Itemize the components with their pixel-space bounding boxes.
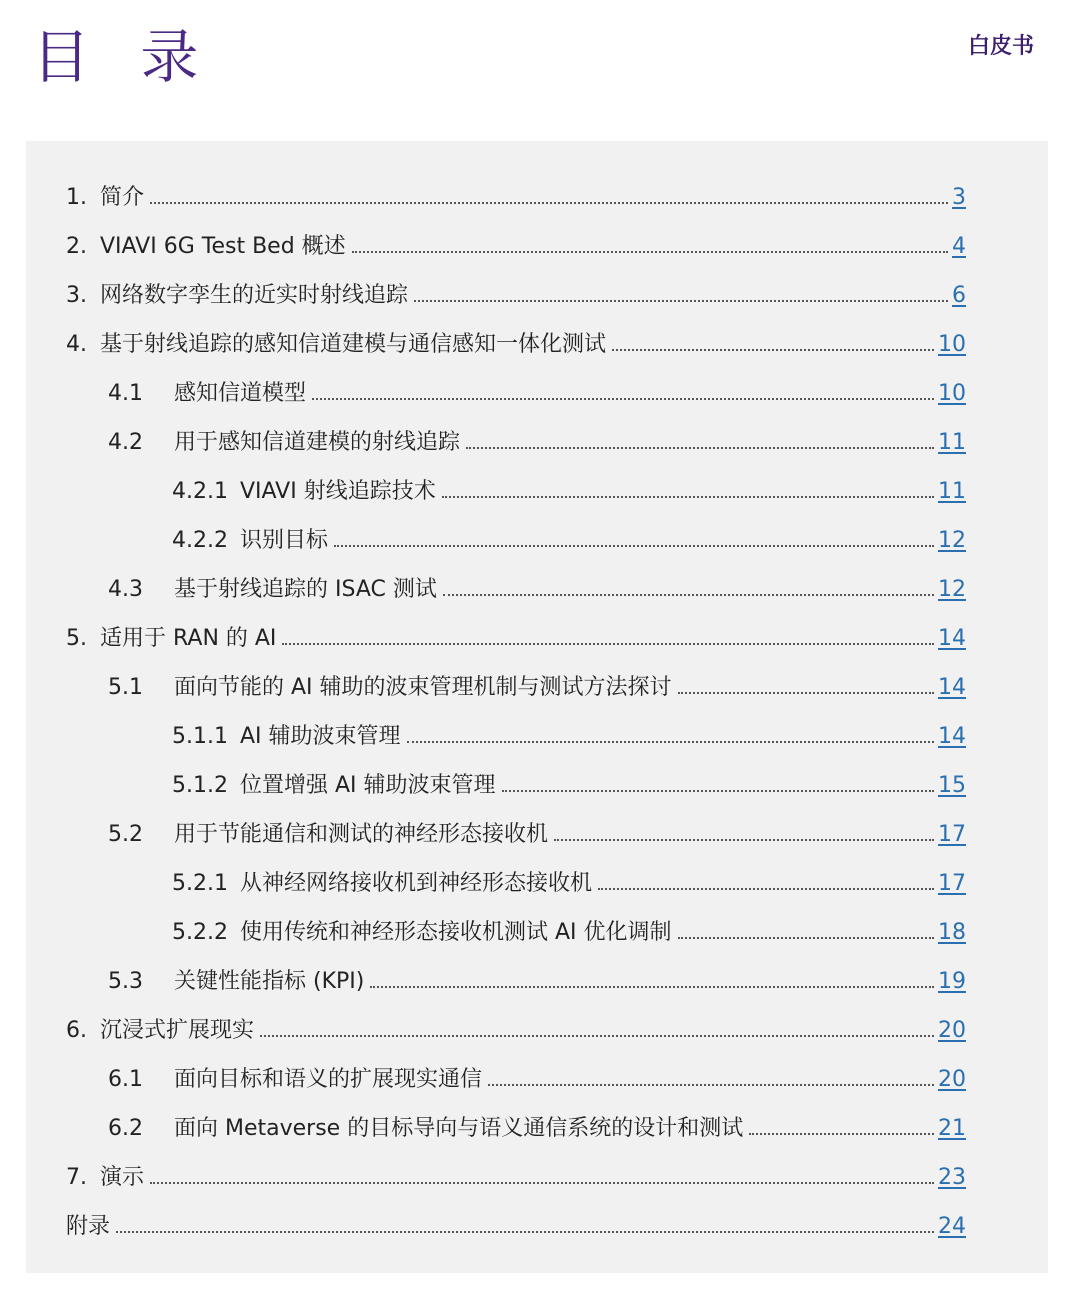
dot-leader bbox=[443, 594, 934, 596]
dot-leader bbox=[678, 937, 934, 939]
toc-section-number: 5.1.2 bbox=[172, 772, 228, 798]
toc-section-title: 用于节能通信和测试的神经形态接收机 bbox=[174, 821, 549, 847]
toc-section-number: 4.3 bbox=[108, 576, 143, 602]
toc-entry[interactable] bbox=[66, 220, 966, 260]
toc-section-number: 2. bbox=[66, 233, 87, 259]
dot-leader bbox=[370, 986, 934, 988]
toc-section-title: 适用于 RAN 的 AI bbox=[100, 625, 277, 651]
toc-page-link[interactable]: 3 bbox=[952, 184, 966, 210]
dot-leader bbox=[150, 202, 948, 204]
toc-entry[interactable] bbox=[66, 269, 966, 309]
dot-leader bbox=[678, 692, 934, 694]
toc-section-title: 基于射线追踪的感知信道建模与通信感知一体化测试 bbox=[100, 331, 607, 357]
toc-section-number: 5.2.2 bbox=[172, 919, 228, 945]
toc-page-link[interactable]: 19 bbox=[938, 968, 966, 994]
toc-entry[interactable] bbox=[172, 465, 966, 505]
dot-leader bbox=[466, 447, 934, 449]
toc-section-title: 关键性能指标 (KPI) bbox=[174, 968, 365, 994]
toc-section-title: AI 辅助波束管理 bbox=[240, 723, 401, 749]
toc-entry[interactable] bbox=[108, 955, 966, 995]
toc-section-number: 1. bbox=[66, 184, 87, 210]
toc-section-title: 面向目标和语义的扩展现实通信 bbox=[174, 1066, 483, 1092]
toc-page-link[interactable]: 11 bbox=[938, 478, 966, 504]
toc-section-title: 网络数字孪生的近实时射线追踪 bbox=[100, 282, 409, 308]
toc-page-link[interactable]: 14 bbox=[938, 625, 966, 651]
toc-entry[interactable] bbox=[172, 759, 966, 799]
toc-section-title: 沉浸式扩展现实 bbox=[100, 1017, 255, 1043]
toc-entry[interactable] bbox=[108, 808, 966, 848]
toc-section-title: 感知信道模型 bbox=[174, 380, 307, 406]
toc-page-link[interactable]: 20 bbox=[938, 1066, 966, 1092]
toc-page-link[interactable]: 15 bbox=[938, 772, 966, 798]
toc-page-link[interactable]: 12 bbox=[938, 576, 966, 602]
toc-entry[interactable] bbox=[108, 416, 966, 456]
toc-page-link[interactable]: 10 bbox=[938, 380, 966, 406]
dot-leader bbox=[150, 1182, 934, 1184]
toc-entry[interactable] bbox=[172, 514, 966, 554]
toc-section-title: 使用传统和神经形态接收机测试 AI 优化调制 bbox=[240, 919, 672, 945]
toc-entry[interactable] bbox=[172, 710, 966, 750]
toc-page-link[interactable]: 24 bbox=[938, 1213, 966, 1239]
toc-section-number: 5. bbox=[66, 625, 87, 651]
toc-section-title: 演示 bbox=[100, 1164, 145, 1190]
toc-entry[interactable] bbox=[66, 171, 966, 211]
toc-page-link[interactable]: 6 bbox=[952, 282, 966, 308]
toc-section-number: 6. bbox=[66, 1017, 87, 1043]
toc-section-number: 5.2.1 bbox=[172, 870, 228, 896]
toc-entry[interactable] bbox=[66, 318, 966, 358]
toc-entry[interactable] bbox=[108, 367, 966, 407]
dot-leader bbox=[414, 300, 948, 302]
toc-section-title: 面向 Metaverse 的目标导向与语义通信系统的设计和测试 bbox=[174, 1115, 744, 1141]
dot-leader bbox=[116, 1231, 934, 1233]
dot-leader bbox=[502, 790, 934, 792]
toc-section-number: 3. bbox=[66, 282, 87, 308]
dot-leader bbox=[749, 1133, 934, 1135]
toc-section-number: 4. bbox=[66, 331, 87, 357]
toc-page-link[interactable]: 14 bbox=[938, 723, 966, 749]
toc-section-title: VIAVI 射线追踪技术 bbox=[240, 478, 436, 504]
toc-page-link[interactable]: 23 bbox=[938, 1164, 966, 1190]
toc-section-title: 面向节能的 AI 辅助的波束管理机制与测试方法探讨 bbox=[174, 674, 672, 700]
toc-section-title: 位置增强 AI 辅助波束管理 bbox=[240, 772, 496, 798]
toc-page-link[interactable]: 18 bbox=[938, 919, 966, 945]
toc-entry[interactable] bbox=[108, 661, 966, 701]
toc-section-title: 识别目标 bbox=[240, 527, 329, 553]
dot-leader bbox=[598, 888, 934, 890]
toc-section-number: 5.3 bbox=[108, 968, 143, 994]
toc-entry[interactable] bbox=[172, 857, 966, 897]
page-title: 目 录 bbox=[32, 23, 215, 91]
dot-leader bbox=[612, 349, 934, 351]
toc-page-link[interactable]: 4 bbox=[952, 233, 966, 259]
dot-leader bbox=[312, 398, 934, 400]
dot-leader bbox=[442, 496, 934, 498]
toc-section-title: 用于感知信道建模的射线追踪 bbox=[174, 429, 461, 455]
toc-section-number: 5.1 bbox=[108, 674, 143, 700]
toc-entry[interactable] bbox=[108, 563, 966, 603]
toc-entry[interactable] bbox=[66, 1004, 966, 1044]
toc-page-link[interactable]: 11 bbox=[938, 429, 966, 455]
toc-section-number: 7. bbox=[66, 1164, 87, 1190]
toc-section-title: 附录 bbox=[66, 1213, 111, 1239]
dot-leader bbox=[282, 643, 934, 645]
document-type-label: 白皮书 bbox=[967, 34, 1034, 59]
dot-leader bbox=[407, 741, 934, 743]
toc-section-number: 4.2.2 bbox=[172, 527, 228, 553]
toc-section-number: 4.1 bbox=[108, 380, 143, 406]
toc-page-link[interactable]: 14 bbox=[938, 674, 966, 700]
toc-section-number: 6.2 bbox=[108, 1115, 143, 1141]
toc-page-link[interactable]: 17 bbox=[938, 821, 966, 847]
toc-section-title: 基于射线追踪的 ISAC 测试 bbox=[174, 576, 437, 602]
toc-section-number: 6.1 bbox=[108, 1066, 143, 1092]
toc-entry[interactable] bbox=[108, 1102, 966, 1142]
toc-section-title: 简介 bbox=[100, 184, 145, 210]
dot-leader bbox=[260, 1035, 934, 1037]
toc-section-title: VIAVI 6G Test Bed 概述 bbox=[100, 233, 346, 259]
dot-leader bbox=[488, 1084, 934, 1086]
toc-page-link[interactable]: 21 bbox=[938, 1115, 966, 1141]
dot-leader bbox=[554, 839, 934, 841]
toc-page-link[interactable]: 12 bbox=[938, 527, 966, 553]
toc-section-number: 4.2 bbox=[108, 429, 143, 455]
toc-page-link[interactable]: 17 bbox=[938, 870, 966, 896]
dot-leader bbox=[352, 251, 948, 253]
toc-entry[interactable] bbox=[66, 612, 966, 652]
toc-section-number: 5.2 bbox=[108, 821, 143, 847]
toc-page-link[interactable]: 10 bbox=[938, 331, 966, 357]
toc-entry[interactable] bbox=[108, 1053, 966, 1093]
toc-page-link[interactable]: 20 bbox=[938, 1017, 966, 1043]
toc-entry[interactable] bbox=[66, 1200, 966, 1240]
dot-leader bbox=[334, 545, 934, 547]
toc-entry[interactable] bbox=[172, 906, 966, 946]
toc-entry[interactable] bbox=[66, 1151, 966, 1191]
toc-section-number: 4.2.1 bbox=[172, 478, 228, 504]
toc-section-number: 5.1.1 bbox=[172, 723, 228, 749]
toc-section-title: 从神经网络接收机到神经形态接收机 bbox=[240, 870, 593, 896]
table-of-contents-panel bbox=[26, 141, 1048, 1273]
